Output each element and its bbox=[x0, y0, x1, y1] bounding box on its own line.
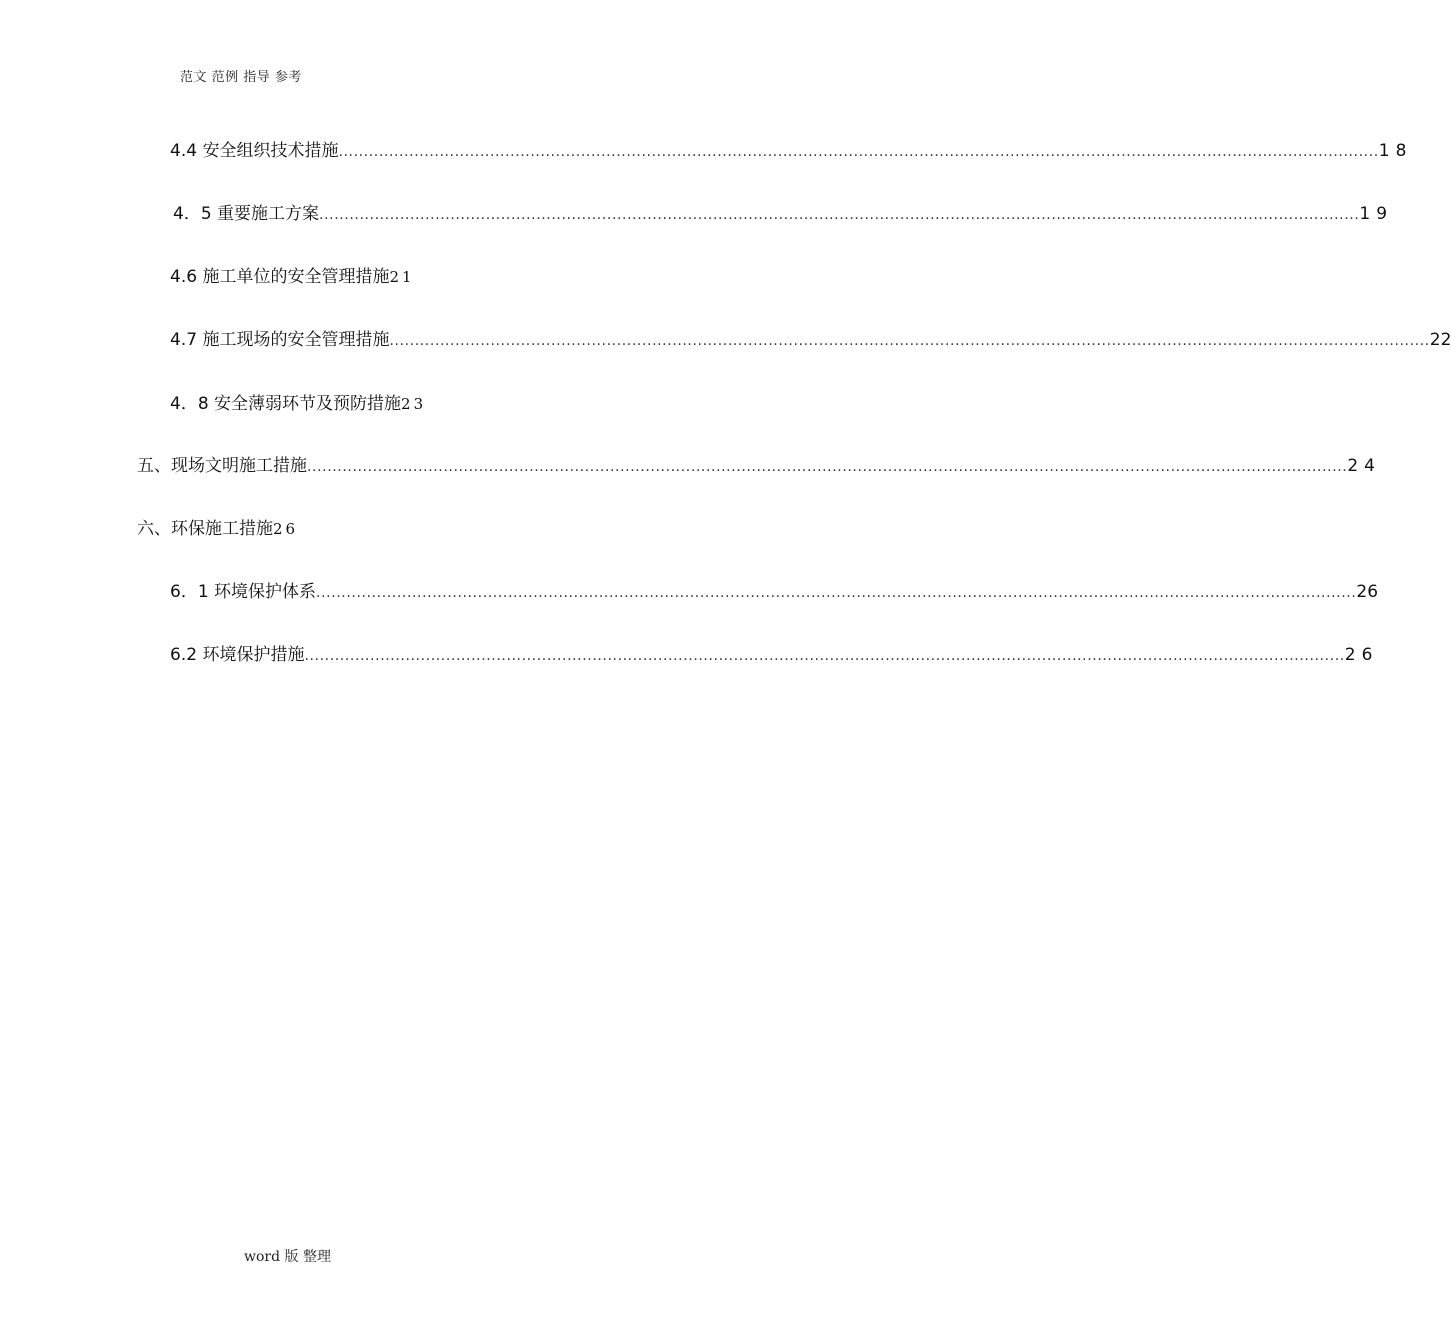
toc-entry-title: 五、现场文明施工措施 bbox=[137, 456, 307, 476]
toc-entry[interactable] bbox=[137, 516, 298, 540]
toc-entry-title: 六、环保施工措施 bbox=[137, 519, 273, 539]
toc-entry-title: 6.2 环境保护措施 bbox=[170, 645, 305, 665]
toc-entry[interactable] bbox=[173, 201, 1394, 225]
toc-entry[interactable] bbox=[170, 642, 1379, 666]
toc-dot-leader: .............................................................................................................................................................................................................. bbox=[307, 459, 1348, 475]
toc-dot-leader: .............................................................................................................................................................................................................. bbox=[304, 648, 1345, 664]
toc-page-number: 23 bbox=[401, 395, 427, 413]
toc-page-number: 26 bbox=[273, 520, 299, 538]
toc-entry[interactable] bbox=[170, 264, 415, 288]
page-footer: word 版 整理 bbox=[244, 1249, 331, 1265]
toc-dot-leader: .............................................................................................................................................................................................................. bbox=[319, 207, 1360, 223]
toc-page-number: 19 bbox=[1359, 204, 1394, 224]
toc-page-number: 24 bbox=[1347, 456, 1381, 476]
toc-entry-title: 4.4 安全组织技术措施 bbox=[170, 141, 339, 161]
toc-dot-leader: .............................................................................................................................................................................................................. bbox=[316, 585, 1357, 601]
toc-page-number: 26 bbox=[1356, 582, 1379, 602]
toc-page-number: 18 bbox=[1378, 141, 1413, 161]
toc-page-number: 21 bbox=[389, 268, 415, 286]
toc-page-number: 22 bbox=[1429, 330, 1451, 350]
page-header: 范文 范例 指导 参考 bbox=[180, 70, 302, 85]
toc-entry-title: 4.6 施工单位的安全管理措施 bbox=[170, 267, 390, 287]
toc-dot-leader: .............................................................................................................................................................................................................. bbox=[338, 144, 1379, 160]
toc-entry[interactable] bbox=[137, 453, 1381, 477]
toc-entry[interactable] bbox=[170, 327, 1451, 351]
toc-entry-title: 4．5 重要施工方案 bbox=[173, 204, 320, 224]
toc-entry-title: 6．1 环境保护体系 bbox=[170, 582, 317, 602]
toc-entry-title: 4.7 施工现场的安全管理措施 bbox=[170, 330, 390, 350]
toc-entry-title: 4．8 安全薄弱环节及预防措施 bbox=[170, 394, 402, 414]
toc-entry[interactable] bbox=[170, 138, 1413, 162]
toc-entry[interactable] bbox=[170, 391, 426, 415]
toc-dot-leader: .............................................................................................................................................................................................................. bbox=[389, 333, 1430, 349]
toc-page-number: 26 bbox=[1344, 645, 1379, 665]
toc-entry[interactable] bbox=[170, 579, 1379, 603]
